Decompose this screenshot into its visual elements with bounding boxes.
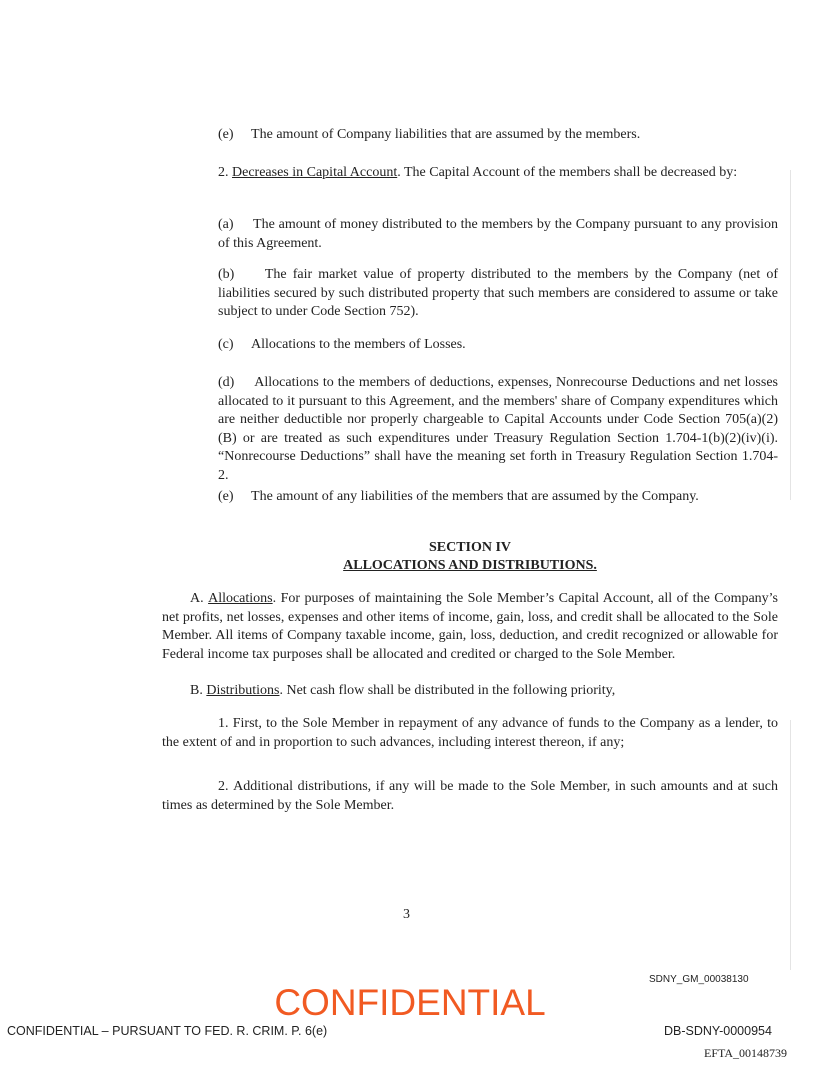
- section-number: SECTION IV: [428, 540, 512, 555]
- scan-edge-line: [790, 170, 791, 500]
- item-label: (d): [218, 375, 235, 390]
- para-heading: Decreases in Capital Account: [232, 165, 398, 180]
- bates-db: DB-SDNY-0000954: [664, 1024, 772, 1038]
- page-number: 3: [403, 907, 410, 922]
- item-text: The amount of any liabilities of the members that are assumed by the Company.: [251, 489, 699, 504]
- item-e-liabilities: [218, 126, 778, 145]
- confidential-stamp: CONFIDENTIAL: [274, 982, 546, 1023]
- para-text: . The Capital Account of the members shall be decreased by:: [397, 165, 738, 180]
- bates-efta: EFTA_00148739: [704, 1046, 788, 1060]
- item-text: The amount of Company liabilities that are assumed by the members.: [251, 127, 641, 142]
- item-d: [218, 374, 778, 485]
- item-label: (e): [218, 127, 234, 142]
- item-b: [218, 266, 778, 322]
- item-text: Additional distributions, if any will be made to the Sole Member, in such amounts and at such times as determined by the Sole Member.: [162, 779, 778, 813]
- item-number: 2.: [218, 779, 229, 794]
- bates-sdny-gm: SDNY_GM_00038130: [649, 974, 749, 985]
- para-heading: Allocations: [208, 591, 273, 606]
- item-a: [218, 216, 778, 253]
- para-number: 2.: [218, 165, 229, 180]
- para-number: B.: [190, 683, 203, 698]
- item-text: The fair market value of property distributed to the members by the Company (net of liabilities secured by such distributed property that such members are considered to assume or take subject to under Code Section 752).: [218, 267, 779, 319]
- item-label: (e): [218, 489, 234, 504]
- item-c: [218, 336, 778, 355]
- distributions-paragraph: [190, 682, 778, 701]
- item-text: First, to the Sole Member in repayment of any advance of funds to the Company as a lender, to the extent of and in proportion to such advances, including interest thereon, if any;: [162, 716, 778, 750]
- para-text: . Net cash flow shall be distributed in the following priority,: [279, 683, 616, 698]
- para-number: A.: [190, 591, 204, 606]
- item-text: The amount of money distributed to the members by the Company pursuant to any provision of this Agreement.: [218, 217, 778, 251]
- decreases-paragraph: [162, 164, 778, 183]
- section-title: ALLOCATIONS AND DISTRIBUTIONS.: [343, 558, 597, 573]
- para-heading: Distributions: [206, 683, 280, 698]
- scan-edge-line: [790, 720, 791, 970]
- item-label: (a): [218, 217, 234, 232]
- para-text: . For purposes of maintaining the Sole Member’s Capital Account, all of the Company’s net profits, net losses, expenses and other items of income, gain, loss, and credit shall be allocated to the Sole Member. All items of Company taxable income, gain, loss, deduction, and credit recognized or allowable for Federal income tax purposes shall be allocated and credited or charged to the Sole Member.: [162, 591, 779, 662]
- confidential-notice: CONFIDENTIAL – PURSUANT TO FED. R. CRIM. P. 6(e): [7, 1024, 328, 1038]
- item-number: 1.: [218, 716, 229, 731]
- item-label: (b): [218, 267, 235, 282]
- item-e-second: [218, 488, 778, 507]
- distribution-item-2: [162, 778, 778, 815]
- distribution-item-1: [162, 715, 778, 752]
- allocations-paragraph: [162, 590, 778, 664]
- item-label: (c): [218, 337, 234, 352]
- item-text: Allocations to the members of Losses.: [251, 337, 466, 352]
- item-text: Allocations to the members of deductions, expenses, Nonrecourse Deductions and net losses allocated to it pursuant to this Agreement, and the members' share of Company expenditures which are neither deductible nor properly chargeable to Capital Accounts under Code Section 705(a)(2)(B) or are treated as such expenditures under Treasury Regulation Section 1.704-1(b)(2)(iv)(i). “Nonrecourse Deductions” shall have the meaning set forth in Treasury Regulation Section 1.704-2.: [218, 375, 778, 483]
